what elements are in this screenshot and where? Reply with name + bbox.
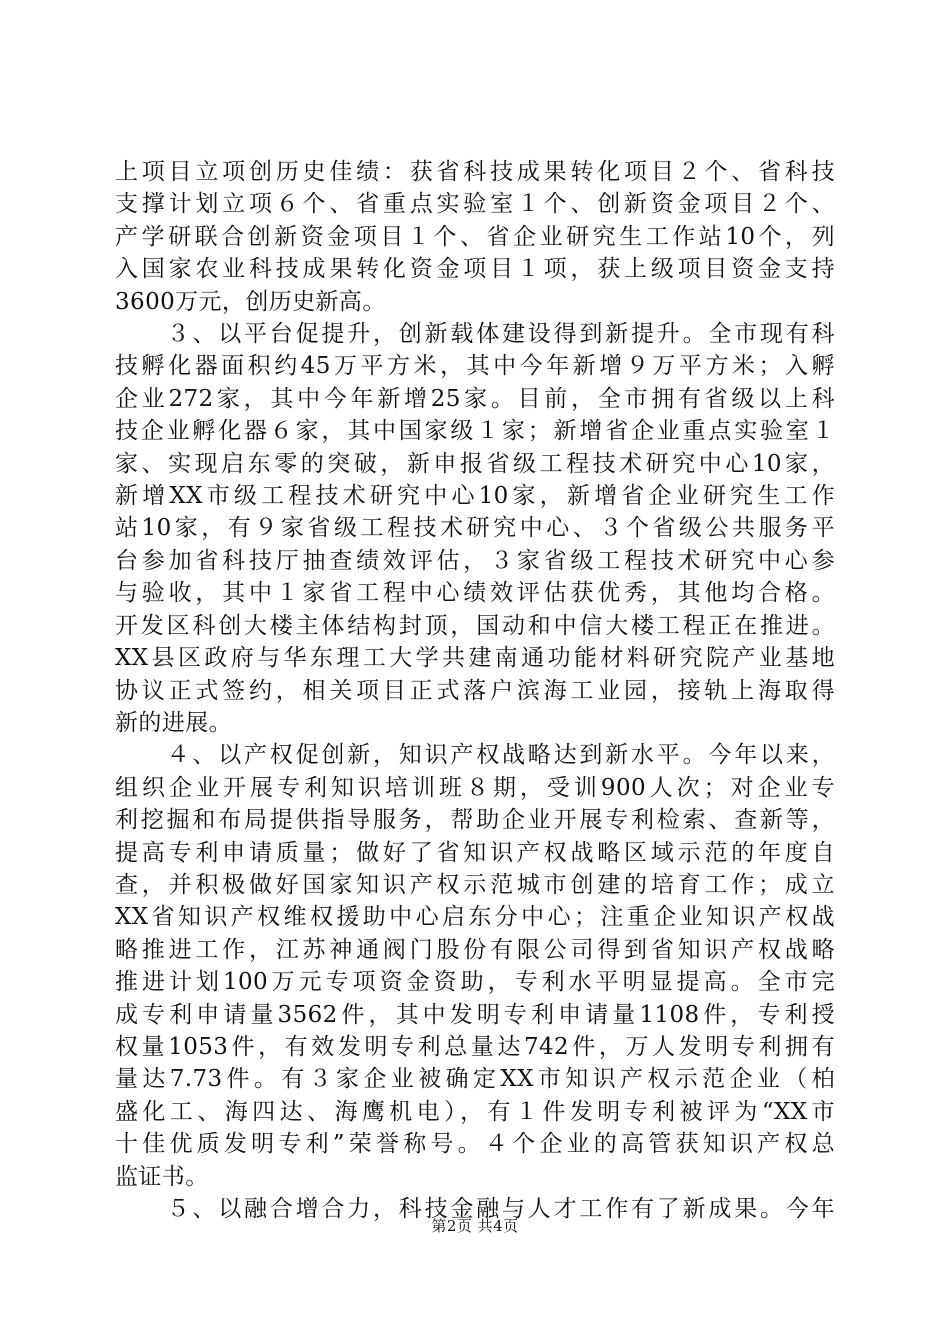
text-line: ４、以产权促创新，知识产权战略达到新水平。今年以来， — [115, 742, 835, 769]
document-body — [115, 156, 835, 1225]
text-line: 查，并积极做好国家知识产权示范城市创建的培育工作；成立 — [115, 871, 835, 898]
page-number-footer: 第2页 共4页 — [431, 1217, 519, 1235]
text-line: 站10家，有９家省级工程技术研究中心、３个省级公共服务平 — [115, 515, 835, 542]
text-line: 3600万元，创历史新高。 — [115, 288, 386, 315]
text-line: 家、实现启东零的突破，新申报省级工程技术研究中心10家， — [115, 450, 835, 477]
text-line: 企业272家，其中今年新增25家。目前，全市拥有省级以上科 — [115, 385, 835, 412]
text-line: 盛化工、海四达、海鹰机电），有１件发明专利被评为“XX市 — [115, 1098, 835, 1125]
text-line: 新的进展。 — [115, 709, 232, 736]
text-line: 略推进工作，江苏神通阀门股份有限公司得到省知识产权战略 — [115, 936, 835, 963]
text-line: 成专利申请量3562件，其中发明专利申请量1108件，专利授 — [115, 1001, 835, 1028]
text-line: 技孵化器面积约45万平方米，其中今年新增９万平方米；入孵 — [115, 353, 835, 380]
text-line: 组织企业开展专利知识培训班８期，受训900人次；对企业专 — [115, 774, 835, 801]
text-line: 推进计划100万元专项资金资助，专利水平明显提高。全市完 — [115, 969, 835, 996]
text-line: 开发区科创大楼主体结构封顶，国动和中信大楼工程正在推进。 — [115, 612, 835, 639]
text-line: 支撑计划立项６个、省重点实验室１个、创新资金项目２个、 — [115, 191, 835, 218]
text-line: ３、以平台促提升，创新载体建设得到新提升。全市现有科 — [115, 321, 835, 348]
text-line: XX省知识产权维权援助中心启东分中心；注重企业知识产权战 — [115, 904, 835, 931]
text-line: 产学研联合创新资金项目１个、省企业研究生工作站10个，列 — [115, 223, 835, 250]
text-line: 权量1053件，有效发明专利总量达742件，万人发明专利拥有 — [115, 1033, 835, 1060]
text-line: 上项目立项创历史佳绩：获省科技成果转化项目２个、省科技 — [115, 159, 835, 185]
text-line: 新增XX市级工程技术研究中心10家，新增省企业研究生工作 — [115, 483, 835, 510]
text-line: 入国家农业科技成果转化资金项目１项，获上级项目资金支持 — [115, 256, 835, 283]
text-line: 台参加省科技厅抽查绩效评估，３家省级工程技术研究中心参 — [115, 547, 835, 574]
text-line: 技企业孵化器６家，其中国家级１家；新增省企业重点实验室１ — [115, 418, 835, 445]
text-line: 量达7.73件。有３家企业被确定XX市知识产权示范企业（柏 — [115, 1066, 835, 1093]
text-line: 提高专利申请质量；做好了省知识产权战略区域示范的年度自 — [115, 839, 835, 866]
text-line: 监证书。 — [115, 1163, 209, 1190]
text-line: ５、以融合增合力，科技金融与人才工作有了新成果。今年 — [115, 1196, 835, 1222]
text-line: XX县区政府与华东理工大学共建南通功能材料研究院产业基地 — [115, 645, 835, 672]
text-line: 利挖掘和布局提供指导服务，帮助企业开展专利检索、查新等， — [115, 807, 835, 834]
text-line: 协议正式签约，相关项目正式落户滨海工业园，接轨上海取得 — [115, 677, 835, 704]
text-line: 十佳优质发明专利”荣誉称号。４个企业的高管获知识产权总 — [115, 1131, 835, 1158]
text-line: 与验收，其中１家省工程中心绩效评估获优秀，其他均合格。 — [115, 580, 835, 607]
